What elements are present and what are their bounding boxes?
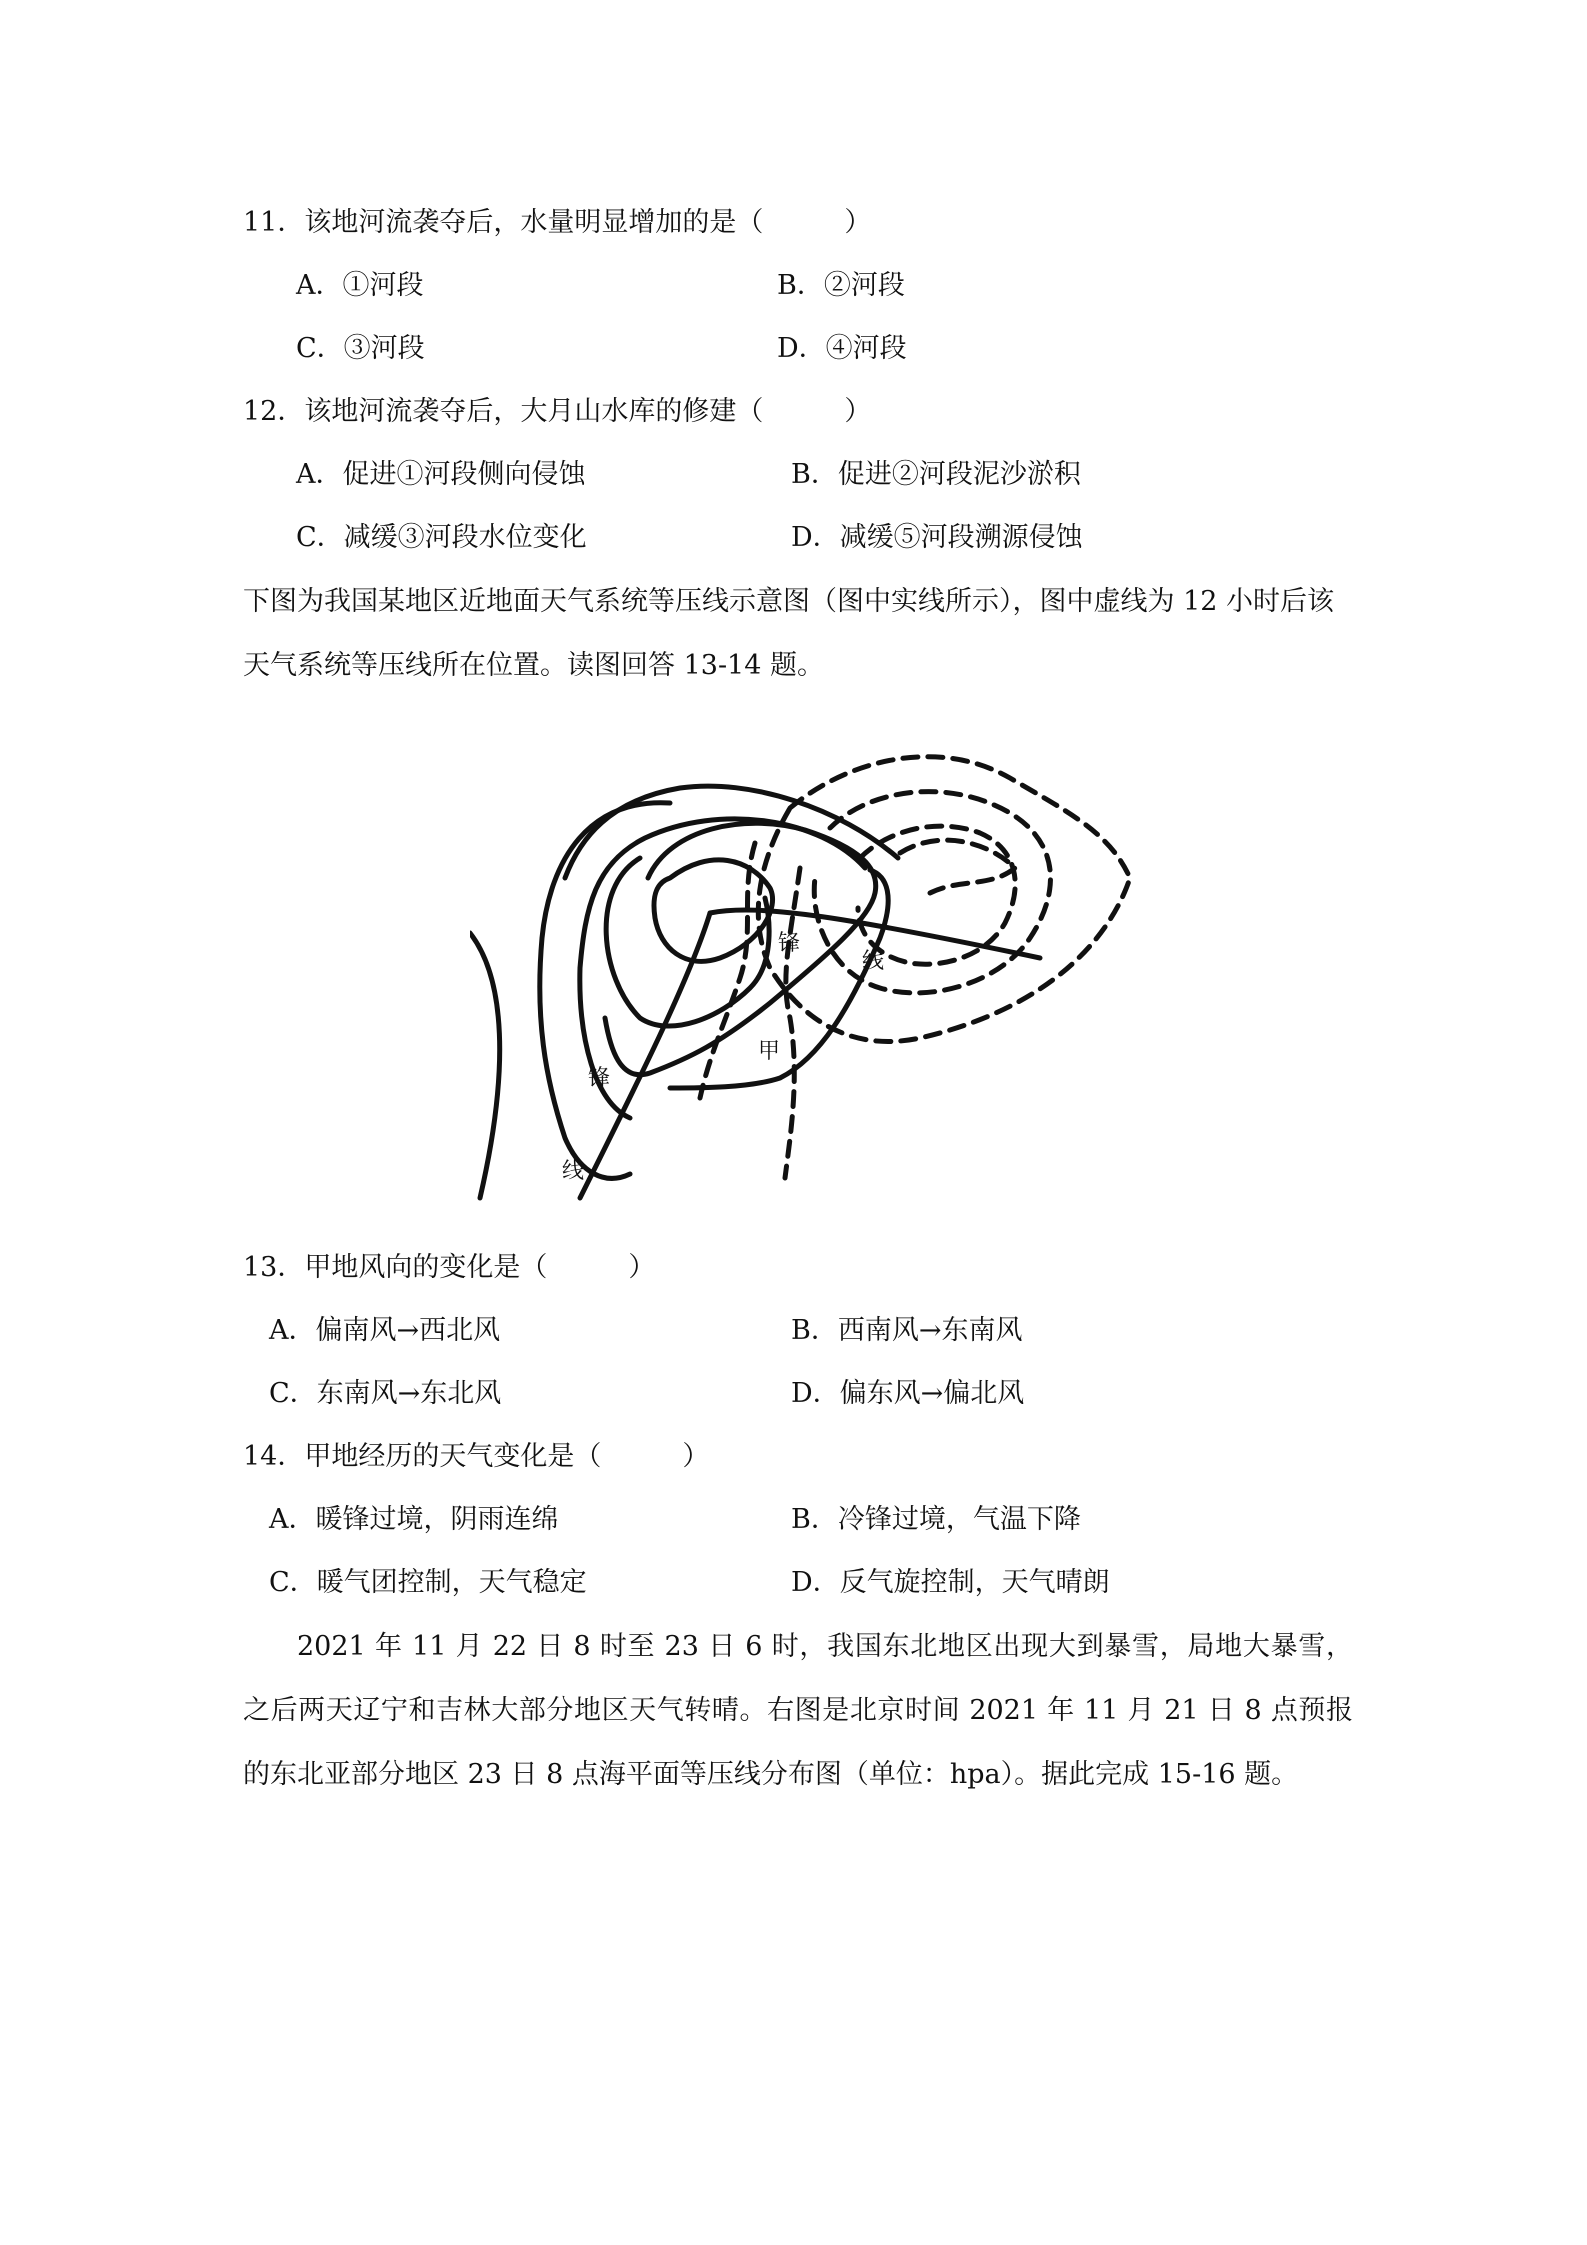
dashed-isobar-4 — [900, 840, 1015, 893]
solid-isobar-3 — [565, 786, 898, 878]
question-13-stem: 13．甲地风向的变化是（ ） — [243, 1252, 656, 1283]
front-label-top-2: 线 — [862, 949, 885, 974]
question-11-stem: 11．该地河流袭夺后，水量明显增加的是（ ） — [243, 207, 872, 238]
question-14-option-b: B．冷锋过境，气温下降 — [791, 1504, 1081, 1535]
question-11-option-c: C．③河段 — [296, 333, 425, 364]
isobar-diagram — [470, 718, 1150, 1213]
front-label-top-1: 锋 — [778, 931, 801, 956]
intro-13-14-line-2: 天气系统等压线所在位置。读图回答 13-14 题。 — [243, 650, 825, 681]
point-jia-label: 甲 — [758, 1039, 781, 1064]
question-12-option-c: C．减缓③河段水位变化 — [296, 522, 587, 553]
solid-isobar-2 — [540, 803, 670, 1179]
question-11-option-b: B．②河段 — [777, 270, 905, 301]
isobar-figure — [470, 718, 1150, 1213]
front-label-bottom-1: 锋 — [588, 1066, 611, 1091]
front-label-bottom-2: 线 — [562, 1159, 585, 1184]
dashed-isobar-5 — [700, 843, 755, 1098]
question-14-option-c: C．暖气团控制，天气稳定 — [269, 1567, 587, 1598]
question-14-option-d: D．反气旋控制，天气晴朗 — [791, 1567, 1110, 1598]
question-12-option-a: A．促进①河段侧向侵蚀 — [296, 459, 586, 490]
question-11-option-a: A．①河段 — [296, 270, 424, 301]
solid-isobar-4 — [580, 819, 865, 1118]
question-14-stem: 14．甲地经历的天气变化是（ ） — [243, 1441, 710, 1472]
question-13-option-b: B．西南风→东南风 — [791, 1315, 1023, 1346]
question-12-stem: 12．该地河流袭夺后，大月山水库的修建（ ） — [243, 396, 872, 427]
question-14-option-a: A．暖锋过境，阴雨连绵 — [269, 1504, 559, 1535]
question-13-option-a: A．偏南风→西北风 — [269, 1315, 501, 1346]
dashed-isobar-1 — [758, 757, 1130, 1042]
intro-15-16: 2021 年 11 月 22 日 8 时至 23 日 6 时，我国东北地区出现大到暴雪，局地大暴雪，之后两天辽宁和吉林大部分地区天气转晴。右图是北京时间 2021 年 11 月 21 日 8 点预报的东北亚部分地区 23 日 8 点海平面等压线分布图（单位：hpa）。据此完成 15-16 题。 — [243, 1631, 1353, 1790]
question-12-option-b: B．促进②河段泥沙淤积 — [791, 459, 1081, 490]
intro-13-14-line-1: 下图为我国某地区近地面天气系统等压线示意图（图中实线所示），图中虚线为 12 小时后该 — [243, 586, 1335, 617]
question-11-option-d: D．④河段 — [777, 333, 907, 364]
question-13-option-c: C．东南风→东北风 — [269, 1378, 502, 1409]
question-12-option-d: D．减缓⑤河段溯源侵蚀 — [791, 522, 1083, 553]
solid-isobar-1 — [470, 933, 500, 1198]
question-13-option-d: D．偏东风→偏北风 — [791, 1378, 1025, 1409]
